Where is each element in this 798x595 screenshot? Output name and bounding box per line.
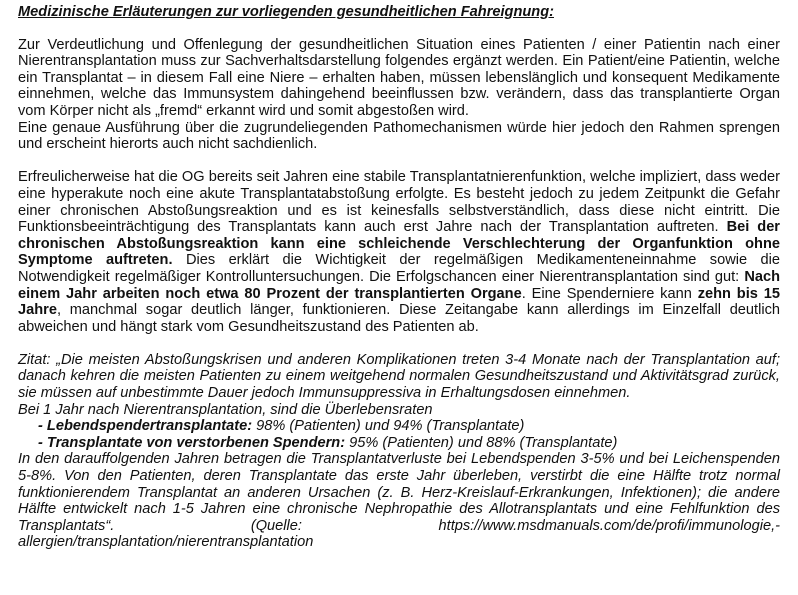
survival-intro: Bei 1 Jahr nach Nierentransplantation, sind die Überlebensraten bbox=[18, 401, 433, 418]
survival-label: - Transplantate von verstorbenen Spendern: bbox=[38, 434, 346, 451]
text-segment: Dies erklärt die Wichtigkeit der regelmäßigen Medikamenteneinnahme sowie die Notwendigkeit regelmäßiger Kontrolluntersuchungen. Die Erfolgschancen einer Nierentransplantation sind gut: bbox=[18, 252, 781, 285]
paragraph-transplant-function bbox=[18, 169, 780, 335]
bold-chronic-rejection: Bei der chronischen Abstoßungsreaktion kann eine schleichende Verschlechterung der Organfunktion ohne Symptome auftreten. bbox=[18, 219, 780, 269]
paragraph-intro: Zur Verdeutlichung und Offenlegung der gesundheitlichen Situation eines Patienten / einer Patientin nach einer Nierentransplantation muss zur Sachverhaltsdarstellung folgendes ergänzt werden. Ein Patient/eine Patientin, welche ein Transplantat – in diesem Fall eine Niere – erhalten haben, müssen lebenslänglich und konsequent Medikamente einnehmen, welche das Immunsystem dahingehend beeinflussen bzw. verändern, dass das transplantierte Organ vom Körper nicht als „fremd“ erkannt wird und somit abgestoßen wird. bbox=[18, 36, 780, 119]
survival-value: 98% (Patienten) und 94% (Transplantate) bbox=[252, 418, 525, 435]
text-segment: . Eine Spenderniere kann bbox=[521, 285, 698, 302]
text-segment: , manchmal sogar deutlich länger, funktionieren. Diese Zeitangabe kann allerdings im Einzelfall deutlich abweichen und hängt stark vom Gesundheitszustand des Patienten ab. bbox=[18, 302, 780, 335]
quote-intro: Zitat: „Die meisten Abstoßungskrisen und anderen Komplikationen treten 3-4 Monate nach der Transplantation auf; danach kehren die meisten Patienten zu einem weitgehend normalen Gesundheitszustand und Aktivitätsgrad zurück, sie müssen auf unbestimmte Dauer jedoch Immunsuppressiva in Erhaltungsdosen einnehmen. bbox=[18, 351, 780, 402]
survival-value: 95% (Patienten) und 88% (Transplantate) bbox=[345, 434, 618, 451]
document-title: Medizinische Erläuterungen zur vorliegenden gesundheitlichen Fahreignung: bbox=[18, 4, 554, 20]
bold-success-rate: Nach einem Jahr arbeiten noch etwa 80 Prozent der transplantierten Organe bbox=[18, 268, 780, 302]
text-segment: Erfreulicherweise hat die OG bereits seit Jahren eine stabile Transplantatnierenfunktion, welche impliziert, dass weder eine hyperakute noch eine akute Transplantatabstoßung erfolgte. Es besteht jedoch zu jedem Zeitpunkt die Gefahr einer chronischen Abstoßungsreaktion und es ist keinesfalls selbstverständlich, dass diese nicht eintritt. Die Funktionsbeeinträchtigung des Transplantats kann auch erst Jahre nach der Transplantation auftreten. bbox=[18, 169, 780, 236]
spacer bbox=[18, 335, 780, 352]
survival-item-living-donor bbox=[18, 418, 780, 435]
paragraph-pathomechanism: Eine genaue Ausführung über die zugrundeliegenden Pathomechanismen würde hier jedoch den Rahmen sprengen und erscheint hierorts auch nicht sachdienlich. bbox=[18, 119, 780, 153]
quote-outro: In den darauffolgenden Jahren betragen die Transplantatverluste bei Lebendspenden 3-5% und bei Leichenspenden 5-8%. Von den Patienten, deren Transplantate das erste Jahr überleben, verstirbt die eine Hälfte trotz normal funktionierendem Transplantat an anderen Ursachen (z. B. Herz-Kreislauf-Erkrankungen, Infektionen); die andere Hälfte entwickelt nach 1-5 Jahren eine chronische Nephropathie des Allotransplantats und eine Fehlfunktion des Transplantats“. (Quelle: https://www.msdmanuals.com/de/profi/immunologie,-allergien/transplantation/nierentransplantation bbox=[18, 451, 780, 551]
spacer bbox=[18, 153, 780, 170]
survival-label: - Lebendspendertransplantate: bbox=[38, 418, 253, 435]
survival-item-deceased-donor bbox=[18, 435, 780, 452]
bold-duration: zehn bis 15 Jahre bbox=[18, 285, 780, 319]
